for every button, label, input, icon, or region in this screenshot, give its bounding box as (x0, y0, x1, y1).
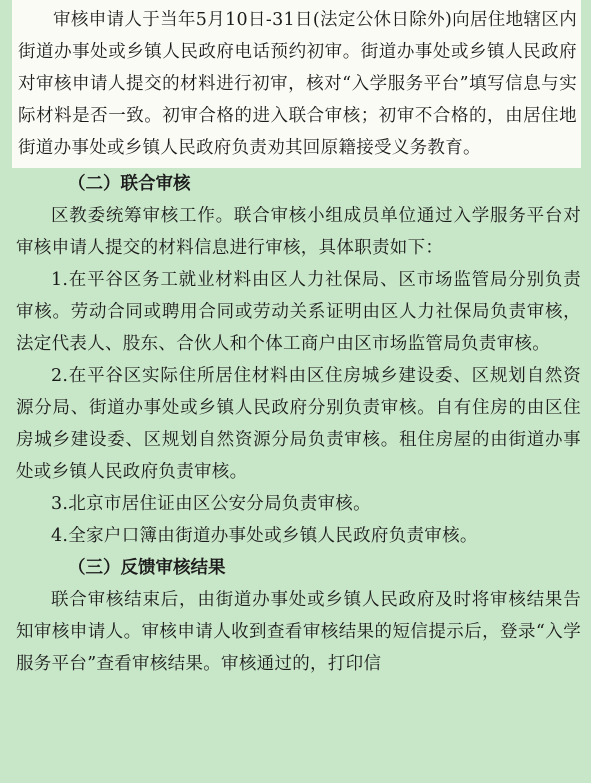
section-feedback (0, 584, 591, 680)
heading-joint-review: （二）联合审核 (68, 174, 191, 194)
list-item-1: 1.在平谷区务工就业材料由区人力社保局、区市场监管局分别负责审核。劳动合同或聘用合同或劳动关系证明由区人力社保局负责审核，法定代表人、股东、合伙人和个体工商户由区市场监管局负责审核。 (16, 270, 581, 354)
paragraph-feedback: 联合审核结束后，由街道办事处或乡镇人民政府及时将审核结果告知审核申请人。审核申请人收到查看审核结果的短信提示后，登录“入学服务平台”查看审核结果。审核通过的，打印信 (16, 590, 581, 674)
list-item-4: 4.全家户口簿由街道办事处或乡镇人民政府负责审核。 (51, 526, 478, 546)
paragraph-joint-intro: 区教委统筹审核工作。联合审核小组成员单位通过入学服务平台对审核申请人提交的材料信息进行审核，具体职责如下： (16, 206, 581, 258)
list-item-2: 2.在平谷区实际住所居住材料由区住房城乡建设委、区规划自然资源分局、街道办事处或乡镇人民政府分别负责审核。自有住房的由区住房城乡建设委、区规划自然资源分局负责审核。租住房屋的由街道办事处或乡镇人民政府负责审核。 (16, 366, 581, 482)
heading-feedback: （三）反馈审核结果 (68, 558, 226, 578)
list-item-3: 3.北京市居住证由区公安分局负责审核。 (51, 494, 371, 514)
paragraph-initial-review: 审核申请人于当年5月10日-31日(法定公休日除外)向居住地辖区内街道办事处或乡镇人民政府电话预约初审。街道办事处或乡镇人民政府对审核申请人提交的材料进行初审，核对“入学服务平台”填写信息与实际材料是否一致。初审合格的进入联合审核；初审不合格的，由居住地街道办事处或乡镇人民政府负责劝其回原籍接受义务教育。 (18, 10, 577, 158)
section-joint-review (0, 200, 591, 552)
highlighted-passage (12, 0, 581, 168)
